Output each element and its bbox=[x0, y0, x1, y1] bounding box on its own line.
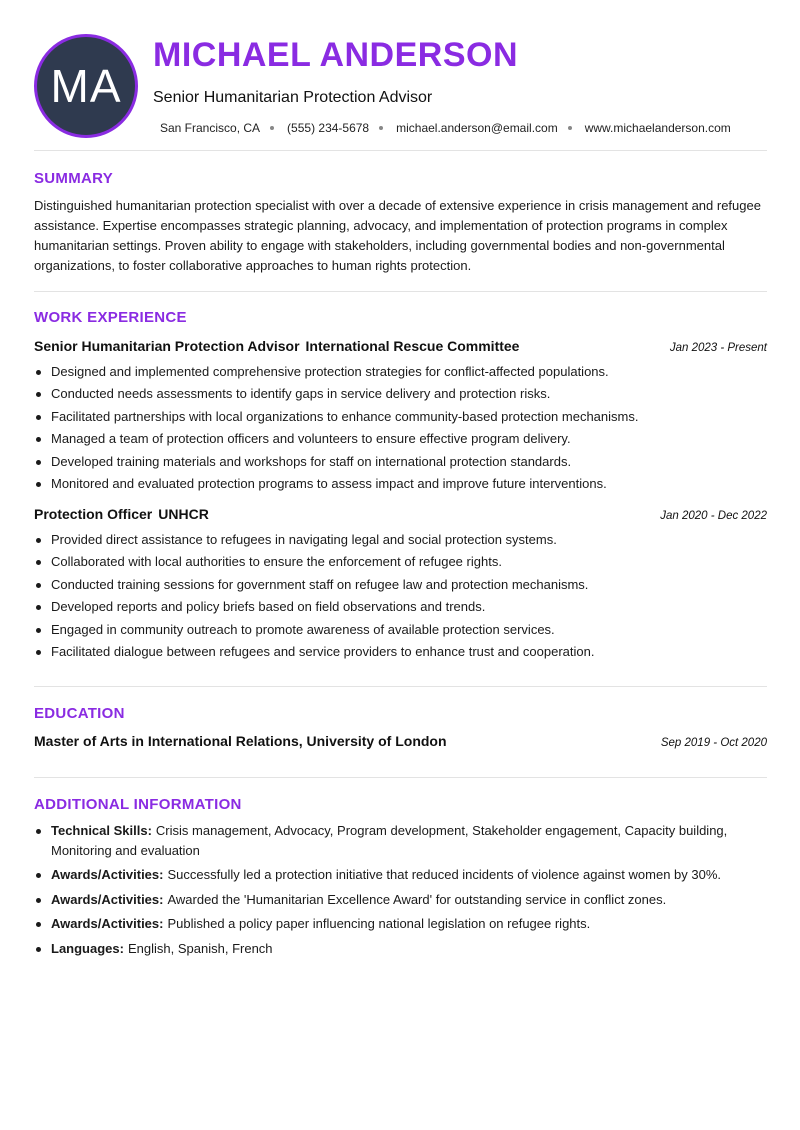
job-header bbox=[34, 338, 767, 354]
contact-phone: (555) 234-5678 bbox=[287, 121, 370, 135]
education-heading: EDUCATION bbox=[34, 705, 125, 722]
separator-dot bbox=[568, 126, 572, 130]
job-organization: UNHCR bbox=[158, 506, 209, 522]
contact-location: San Francisco, CA bbox=[160, 121, 261, 135]
item-label: Awards/Activities: bbox=[51, 891, 164, 907]
summary-text: Distinguished humanitarian protection specialist with over a decade of extensive experience in crisis management and refugee assistance. Expertise encompasses strategic planning, advocacy, and implementation of protection programs in complex humanitarian settings. Proven ability to engage with stakeholders, including governmental bodies and non-governmental organizations, to foster collaborative approaches to human rights protection. bbox=[34, 198, 761, 273]
item-text: Crisis management, Advocacy, Program development, Stakeholder engagement, Capacity building, Monitoring and evaluation bbox=[51, 823, 728, 858]
item-text: Published a policy paper influencing national legislation on refugee rights. bbox=[167, 916, 591, 931]
contact-bar bbox=[160, 121, 731, 135]
divider bbox=[34, 150, 767, 151]
separator-dot bbox=[270, 126, 274, 130]
list-item: Conducted needs assessments to identify gaps in service delivery and protection risks. bbox=[34, 383, 767, 405]
job-title bbox=[34, 338, 519, 354]
list-item bbox=[34, 890, 767, 910]
item-label: Technical Skills: bbox=[51, 823, 152, 838]
list-item bbox=[34, 939, 767, 959]
avatar bbox=[34, 34, 138, 138]
list-item: Designed and implemented comprehensive protection strategies for conflict-affected populations. bbox=[34, 361, 767, 383]
job-organization: International Rescue Committee bbox=[305, 338, 520, 354]
language: English bbox=[127, 940, 171, 956]
additional-list bbox=[34, 821, 767, 963]
summary-heading: SUMMARY bbox=[34, 170, 114, 187]
job-header bbox=[34, 506, 767, 522]
list-item: Developed training materials and workshops for staff on international protection standards. bbox=[34, 451, 767, 473]
item-text: Successfully led a protection initiative that reduced incidents of violence against women by 30%. bbox=[167, 867, 722, 882]
job-dates: Jan 2020 - Dec 2022 bbox=[660, 510, 767, 522]
avatar-initials: MA bbox=[50, 60, 122, 112]
list-item: Provided direct assistance to refugees in navigating legal and social protection systems. bbox=[34, 529, 767, 551]
candidate-title: Senior Humanitarian Protection Advisor bbox=[153, 89, 433, 106]
separator-dot bbox=[379, 126, 383, 130]
list-item bbox=[34, 914, 767, 934]
list-item bbox=[34, 865, 767, 885]
language: , French bbox=[225, 941, 273, 956]
item-label: Awards/Activities: bbox=[51, 867, 164, 882]
list-item: Monitored and evaluated protection programs to assess impact and improve future interventions. bbox=[34, 473, 767, 495]
contact-email[interactable]: michael.anderson@email.com bbox=[396, 121, 558, 135]
list-item: Collaborated with local authorities to ensure the enforcement of refugee rights. bbox=[34, 551, 767, 573]
job-role: Senior Humanitarian Protection Advisor bbox=[34, 338, 300, 354]
list-item: Developed reports and policy briefs based on field observations and trends. bbox=[34, 596, 767, 618]
job-dates: Jan 2023 - Present bbox=[669, 342, 767, 354]
item-label: Awards/Activities: bbox=[51, 916, 164, 931]
item-text: Awarded the 'Humanitarian Excellence Award' for outstanding service in conflict zones. bbox=[167, 891, 667, 907]
job-title bbox=[34, 506, 209, 522]
divider bbox=[34, 777, 767, 778]
list-item bbox=[34, 821, 767, 860]
divider bbox=[34, 686, 767, 687]
list-item: Engaged in community outreach to promote awareness of available protection services. bbox=[34, 619, 767, 641]
education-entry bbox=[34, 733, 767, 749]
experience-heading: WORK EXPERIENCE bbox=[34, 309, 187, 326]
job-bullets bbox=[34, 529, 767, 663]
job-role: Protection Officer bbox=[34, 506, 153, 522]
education-dates: Sep 2019 - Oct 2020 bbox=[660, 737, 767, 749]
list-item: Facilitated partnerships with local organizations to enhance community-based protection mechanisms. bbox=[34, 406, 767, 428]
languages-list bbox=[128, 941, 273, 956]
degree: Master of Arts in International Relations, University of London bbox=[34, 733, 447, 749]
language: , Spanish bbox=[171, 941, 225, 956]
contact-website[interactable]: www.michaelanderson.com bbox=[584, 121, 731, 135]
candidate-name: MICHAEL ANDERSON bbox=[153, 36, 519, 74]
list-item: Conducted training sessions for government staff on refugee law and protection mechanisms. bbox=[34, 574, 767, 596]
divider bbox=[34, 291, 767, 292]
list-item: Facilitated dialogue between refugees and service providers to enhance trust and cooperation. bbox=[34, 641, 767, 663]
job-bullets bbox=[34, 361, 767, 495]
list-item: Managed a team of protection officers and volunteers to ensure effective program delivery. bbox=[34, 428, 767, 450]
languages-label: Languages: bbox=[51, 940, 124, 956]
additional-heading: ADDITIONAL INFORMATION bbox=[34, 796, 242, 813]
